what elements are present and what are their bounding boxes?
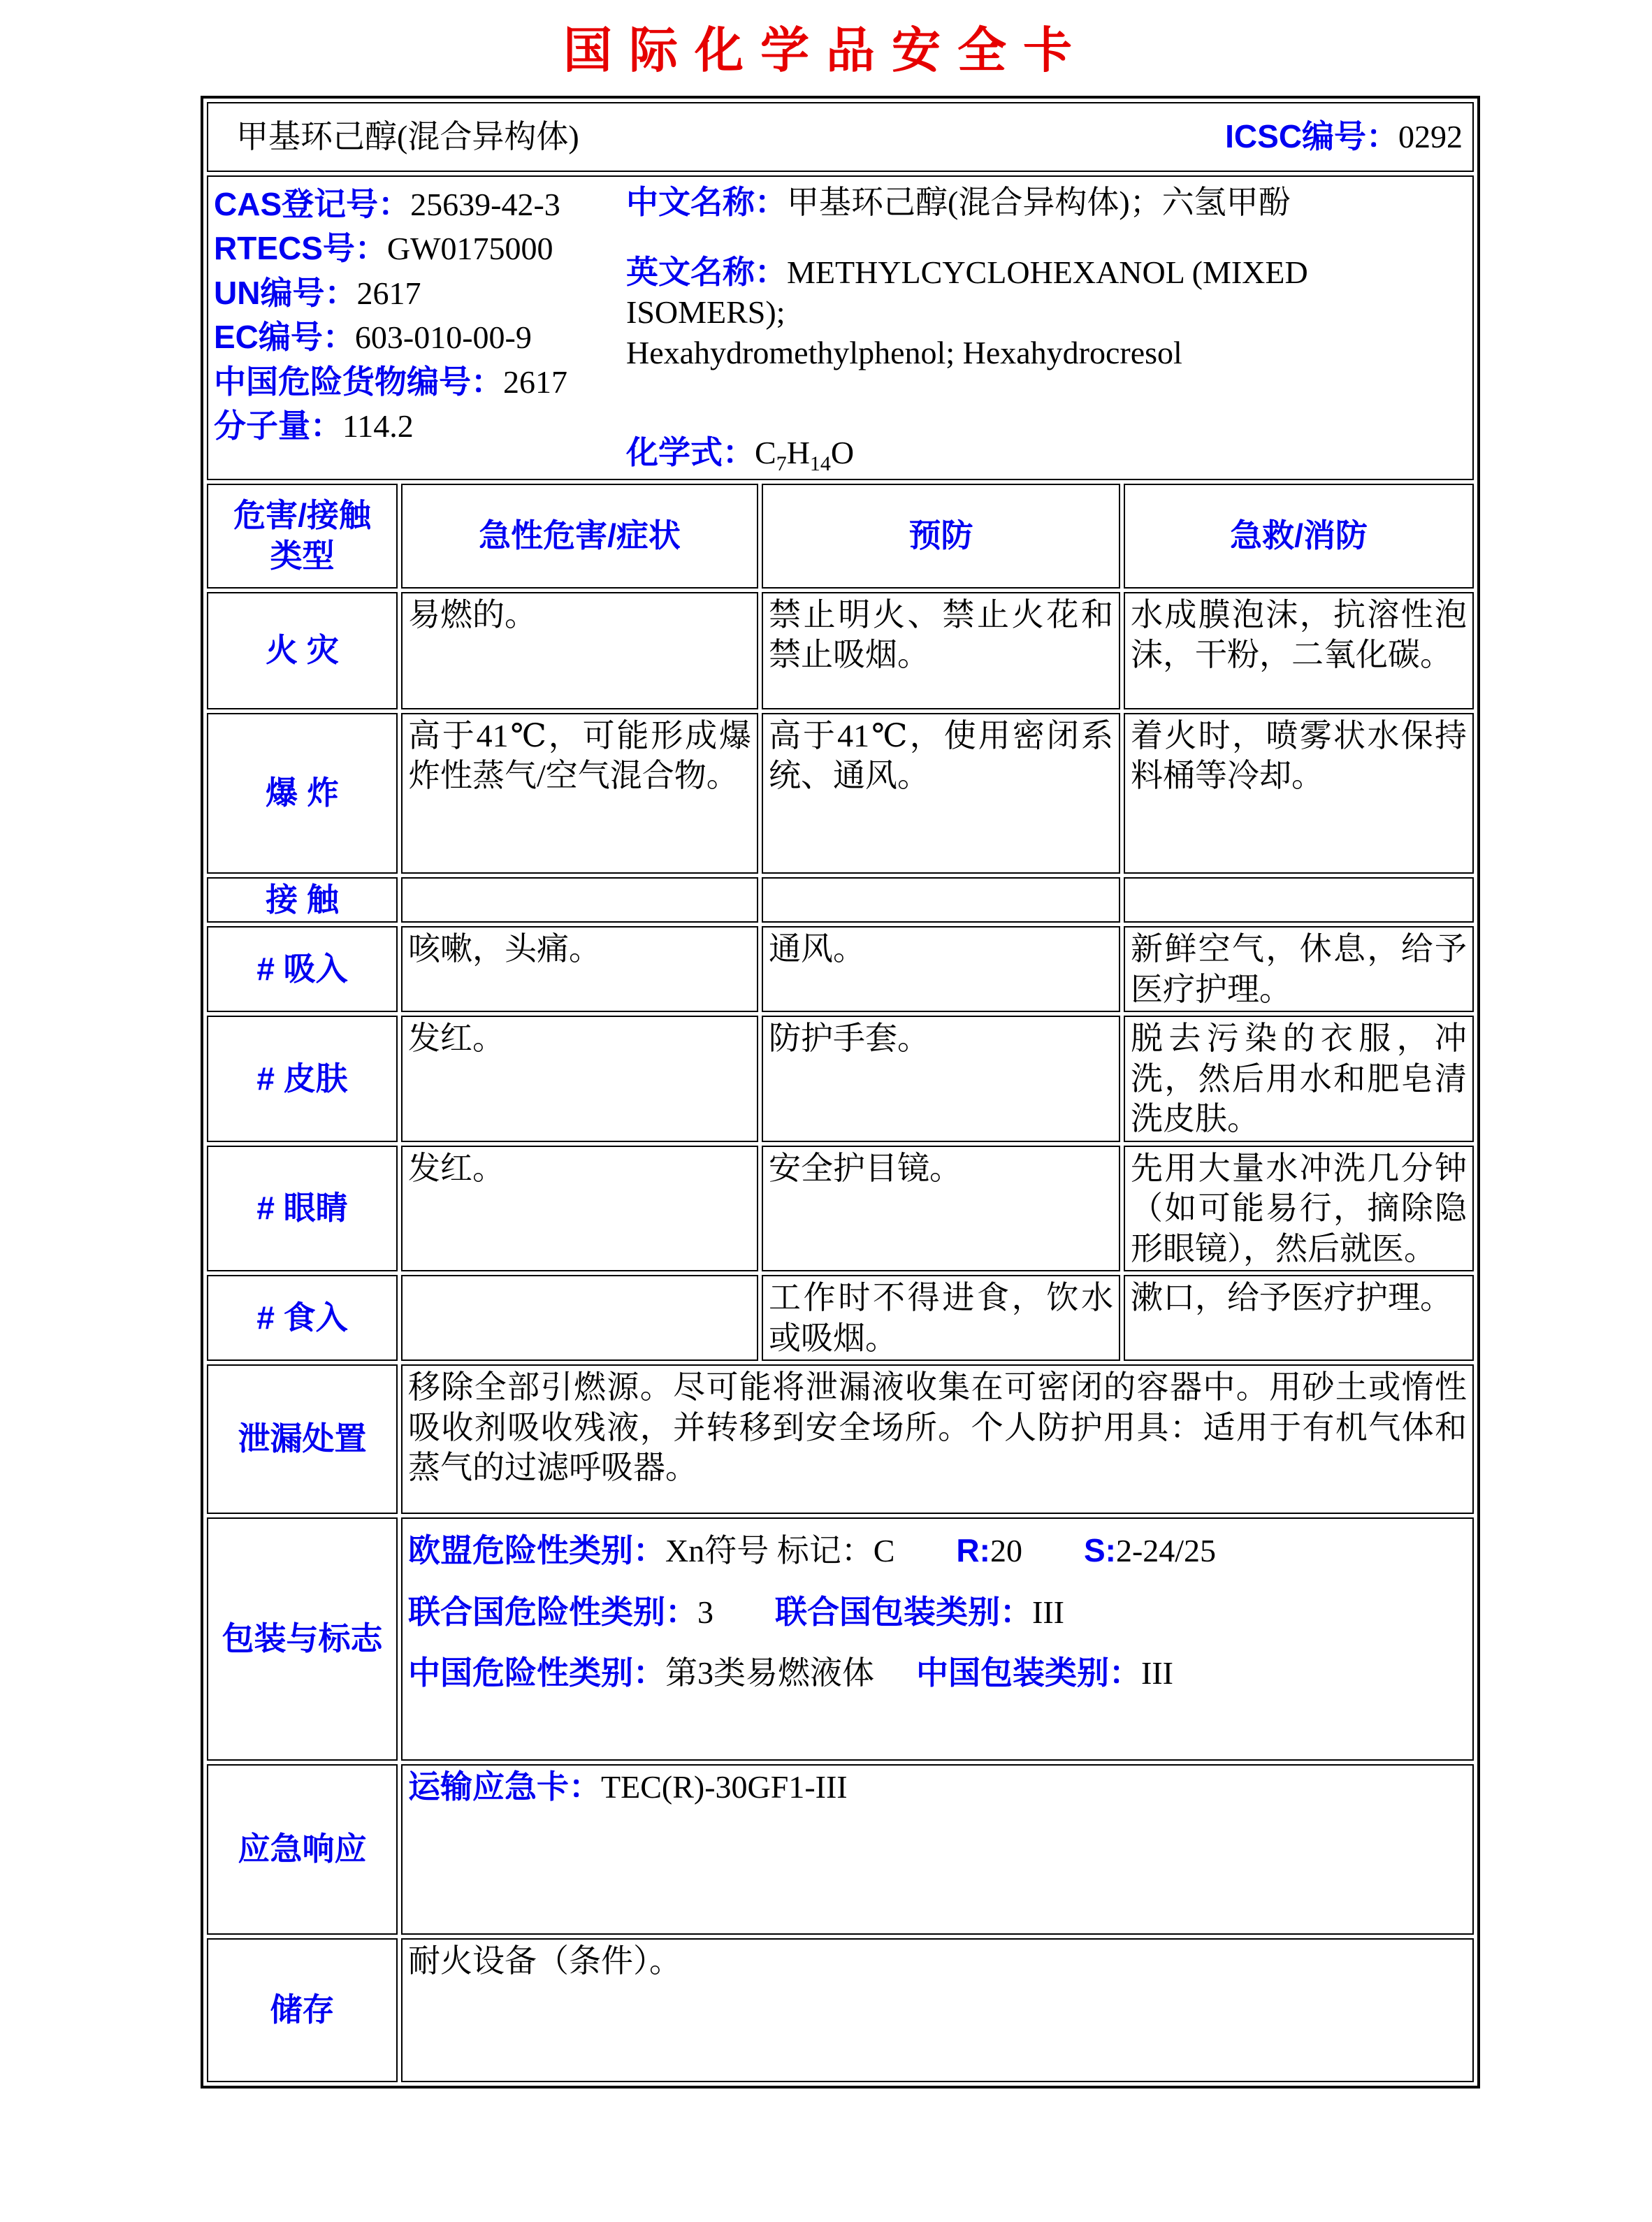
ingestion-symptom bbox=[401, 1275, 758, 1361]
eyes-prevention: 安全护目镜。 bbox=[762, 1146, 1120, 1272]
zh-name-value: 甲基环己醇(混合异构体)；六氢甲酚 bbox=[787, 185, 1291, 220]
hazard-header-row bbox=[207, 484, 1474, 589]
chemical-name-zh: 甲基环己醇(混合异构体) bbox=[236, 119, 579, 155]
page-title: 国际化学品安全卡 bbox=[563, 23, 1089, 78]
cn-dg-value: 2617 bbox=[503, 363, 567, 400]
r-phrase-label: R: bbox=[956, 1532, 990, 1569]
explosion-symptom: 高于41℃，可能形成爆炸性蒸气/空气混合物。 bbox=[401, 713, 758, 874]
ingestion-firstaid: 漱口，给予医疗护理。 bbox=[1124, 1275, 1474, 1361]
exposure-symptom bbox=[401, 877, 758, 923]
emergency-row bbox=[207, 1764, 1474, 1935]
ec-number bbox=[214, 315, 626, 359]
col-header-prevention: 预防 bbox=[762, 484, 1120, 589]
s-phrase-label: S: bbox=[1083, 1532, 1116, 1569]
cas-number bbox=[214, 182, 626, 226]
en-name-line2: Hexahydromethylphenol; Hexahydrocresol bbox=[626, 334, 1182, 370]
un-class-value: 3 bbox=[697, 1594, 713, 1630]
inhalation-symptom: 咳嗽，头痛。 bbox=[401, 926, 758, 1012]
un-pack-value: III bbox=[1032, 1594, 1064, 1630]
explosion-firstaid: 着火时，喷雾状水保持料桶等冷却。 bbox=[1124, 713, 1474, 874]
un-number bbox=[214, 271, 626, 315]
ec-label: EC编号： bbox=[214, 319, 355, 356]
hazard-row-inhalation bbox=[207, 926, 1474, 1012]
identifier-list bbox=[214, 178, 626, 477]
col-header-firstaid: 急救/消防 bbox=[1124, 484, 1474, 589]
ec-value: 603-010-00-9 bbox=[354, 319, 532, 356]
hazard-type-explosion: 爆 炸 bbox=[207, 713, 398, 874]
cn-pack-label: 中国包装类别： bbox=[916, 1654, 1141, 1691]
hazard-row-skin bbox=[207, 1016, 1474, 1142]
spill-row bbox=[207, 1364, 1474, 1514]
rtecs-value: GW0175000 bbox=[386, 231, 553, 267]
ingestion-prevention: 工作时不得进食，饮水或吸烟。 bbox=[762, 1275, 1120, 1361]
icsc-number-value: 0292 bbox=[1398, 119, 1463, 155]
un-class-line bbox=[408, 1582, 1467, 1643]
cn-dangerous-goods-number bbox=[214, 360, 626, 404]
spill-label: 泄漏处置 bbox=[207, 1364, 398, 1514]
identifiers-row bbox=[207, 175, 1474, 480]
name-and-formula bbox=[626, 178, 1467, 477]
mw-value: 114.2 bbox=[342, 408, 414, 445]
skin-firstaid: 脱去污染的衣服，冲洗，然后用水和肥皂清洗皮肤。 bbox=[1124, 1016, 1474, 1142]
s-phrase-value: 2-24/25 bbox=[1115, 1533, 1217, 1569]
hazard-type-eyes: # 眼睛 bbox=[207, 1146, 398, 1272]
storage-label: 储存 bbox=[207, 1938, 398, 2082]
un-label: UN编号： bbox=[214, 274, 357, 311]
inhalation-firstaid: 新鲜空气，休息，给予医疗护理。 bbox=[1124, 926, 1474, 1012]
un-class-label: 联合国危险性类别： bbox=[408, 1593, 697, 1630]
emergency-content bbox=[401, 1764, 1474, 1935]
hazard-type-skin: # 皮肤 bbox=[207, 1016, 398, 1142]
hazard-type-exposure: 接 触 bbox=[207, 877, 398, 923]
r-phrase-value: 20 bbox=[990, 1533, 1022, 1569]
name-row bbox=[207, 102, 1474, 172]
tec-card-label: 运输应急卡： bbox=[408, 1768, 601, 1805]
cn-class-label: 中国危险性类别： bbox=[408, 1654, 665, 1691]
en-name-label: 英文名称： bbox=[626, 253, 787, 290]
exposure-firstaid bbox=[1124, 877, 1474, 923]
zh-name-label: 中文名称： bbox=[626, 184, 787, 220]
hazard-row-exposure bbox=[207, 877, 1474, 923]
eyes-firstaid: 先用大量水冲洗几分钟（如可能易行，摘除隐形眼镜），然后就医。 bbox=[1124, 1146, 1474, 1272]
packaging-label: 包装与标志 bbox=[207, 1517, 398, 1761]
hazard-row-explosion bbox=[207, 713, 1474, 874]
molecular-weight bbox=[214, 404, 626, 448]
skin-prevention: 防护手套。 bbox=[762, 1016, 1120, 1142]
exposure-prevention bbox=[762, 877, 1120, 923]
rtecs-label: RTECS号： bbox=[214, 230, 387, 267]
hazard-type-inhalation: # 吸入 bbox=[207, 926, 398, 1012]
packaging-content bbox=[401, 1517, 1474, 1761]
mw-label: 分子量： bbox=[214, 407, 342, 445]
formula-label: 化学式： bbox=[626, 434, 755, 470]
rtecs-number bbox=[214, 226, 626, 270]
explosion-prevention: 高于41℃，使用密闭系统、通风。 bbox=[762, 713, 1120, 874]
cn-dg-label: 中国危险货物编号： bbox=[214, 363, 503, 400]
chinese-name-line bbox=[626, 182, 1467, 223]
formula-value: $C_7H_{14}O$ bbox=[755, 435, 855, 476]
storage-row bbox=[207, 1938, 1474, 2082]
hazard-type-fire: 火 灾 bbox=[207, 592, 398, 709]
en-name-line1: METHYLCYCLOHEXANOL (MIXED ISOMERS); bbox=[626, 254, 1308, 330]
hazard-type-ingestion: # 食入 bbox=[207, 1275, 398, 1361]
cn-class-line bbox=[408, 1643, 1467, 1703]
un-value: 2617 bbox=[356, 275, 421, 311]
spill-text: 移除全部引燃源。尽可能将泄漏液收集在可密闭的容器中。用砂土或惰性吸收剂吸收残液，并转移到安全场所。个人防护用具：适用于有机气体和蒸气的过滤呼吸器。 bbox=[401, 1364, 1474, 1514]
english-name-line bbox=[626, 252, 1467, 373]
storage-content: 耐火设备（条件）。 bbox=[401, 1938, 1474, 2082]
skin-symptom: 发红。 bbox=[401, 1016, 758, 1142]
fire-prevention: 禁止明火、禁止火花和禁止吸烟。 bbox=[762, 592, 1120, 709]
tec-card-value: TEC(R)-30GF1-III bbox=[601, 1769, 848, 1805]
eyes-symptom: 发红。 bbox=[401, 1146, 758, 1272]
cn-class-value: 第3类易燃液体 bbox=[665, 1654, 874, 1691]
fire-symptom: 易燃的。 bbox=[401, 592, 758, 709]
cas-label: CAS登记号： bbox=[214, 186, 411, 222]
col-header-symptom: 急性危害/症状 bbox=[401, 484, 758, 589]
fire-firstaid: 水成膜泡沫，抗溶性泡沫，干粉，二氧化碳。 bbox=[1124, 592, 1474, 709]
safety-card-table bbox=[201, 96, 1480, 2088]
cas-value: 25639-42-3 bbox=[410, 187, 560, 222]
eu-class-value: Xn符号 标记：C bbox=[665, 1533, 895, 1569]
icsc-number bbox=[1225, 117, 1463, 157]
cn-pack-value: III bbox=[1141, 1654, 1173, 1691]
hazard-row-ingestion bbox=[207, 1275, 1474, 1361]
emergency-label: 应急响应 bbox=[207, 1764, 398, 1935]
icsc-number-label: ICSC编号： bbox=[1225, 118, 1399, 155]
eu-hazard-class-line bbox=[408, 1520, 1467, 1581]
hazard-row-fire bbox=[207, 592, 1474, 709]
chemical-formula-line bbox=[626, 433, 1467, 477]
inhalation-prevention: 通风。 bbox=[762, 926, 1120, 1012]
un-pack-label: 联合国包装类别： bbox=[775, 1593, 1032, 1630]
packaging-row bbox=[207, 1517, 1474, 1761]
hazard-row-eyes bbox=[207, 1146, 1474, 1272]
eu-class-label: 欧盟危险性类别： bbox=[408, 1532, 665, 1569]
col-header-type: 危害/接触 类型 bbox=[207, 484, 398, 589]
